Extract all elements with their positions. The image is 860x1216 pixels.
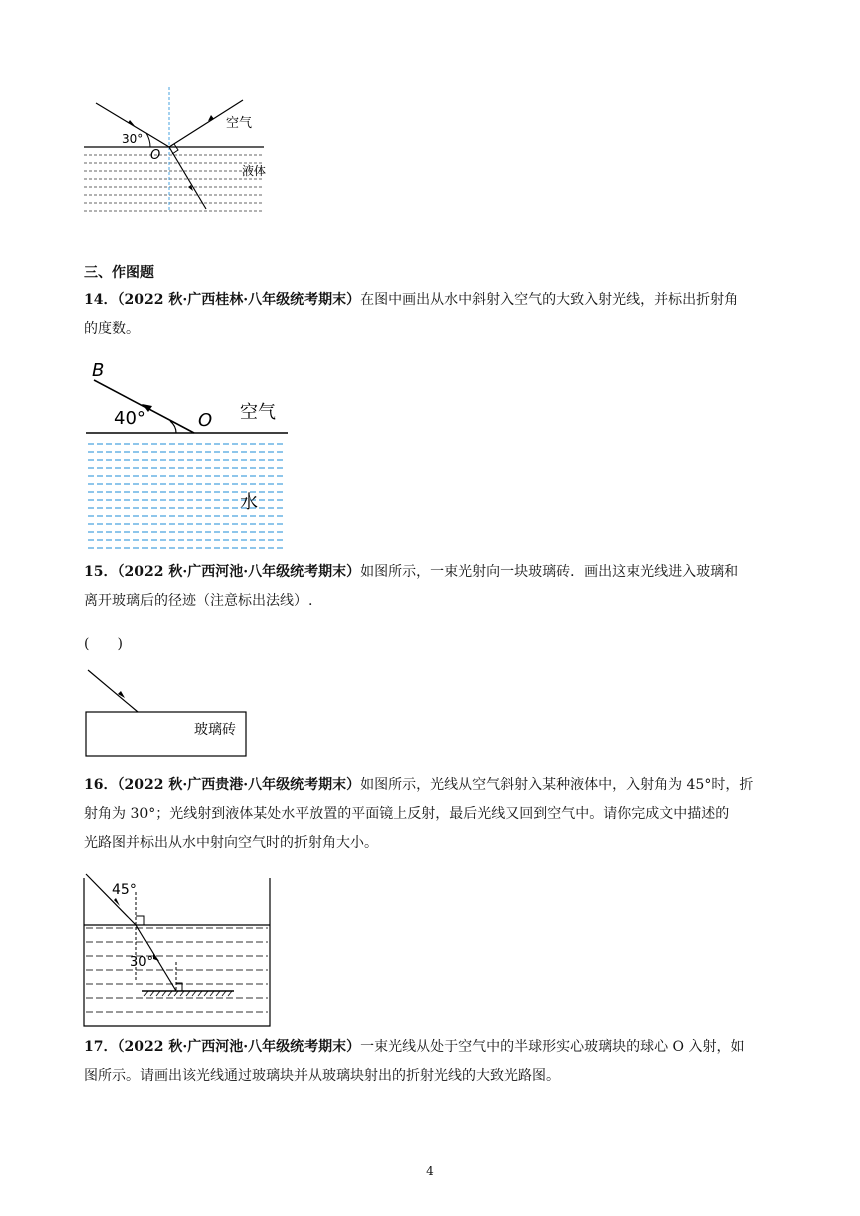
question-text: 如图所示，光线从空气斜射入某种液体中，入射角为 45°时，折 xyxy=(360,777,754,793)
figure-15 xyxy=(84,664,254,760)
fig14-o-label: O xyxy=(198,410,213,431)
figure-16 xyxy=(80,870,280,1030)
fig15-label: 玻璃砖 xyxy=(194,722,236,738)
fig14-b-label: B xyxy=(92,360,105,381)
fig16-angle2-label: 30° xyxy=(130,955,154,970)
fig13-point-label: O xyxy=(150,148,161,163)
section-heading: 三、作图题 xyxy=(84,265,154,281)
question-number: 14． xyxy=(84,292,118,308)
fig16-angle1-label: 45° xyxy=(112,882,137,898)
figure-13 xyxy=(80,85,280,215)
question-source: （2022 秋·广西桂林·八年级统考期末） xyxy=(117,292,361,308)
question-text-cont: 光路图并标出从水中射向空气时的折射角大小。 xyxy=(84,835,378,851)
question-source: （2022 秋·广西河池·八年级统考期末） xyxy=(117,564,361,580)
figure-14 xyxy=(84,352,294,552)
question-text-cont: 射角为 30°；光线射到液体某处水平放置的平面镜上反射，最后光线又回到空气中。请你完成文中描述的 xyxy=(84,806,730,822)
question-text-cont: 图所示。请画出该光线通过玻璃块并从玻璃块射出的折射光线的大致光路图。 xyxy=(84,1068,560,1084)
fig13-air-label: 空气 xyxy=(226,116,253,131)
fig13-liquid-label: 液体 xyxy=(242,164,267,178)
question-number: 17． xyxy=(84,1039,118,1055)
fig14-water-label: 水 xyxy=(240,492,258,513)
question-text: 在图中画出从水中斜射入空气的大致入射光线，并标出折射角 xyxy=(360,292,739,308)
question-text: 如图所示，一束光射向一块玻璃砖．画出这束光线进入玻璃和 xyxy=(360,564,739,580)
question-16 xyxy=(84,771,784,858)
page-number: 4 xyxy=(426,1164,434,1178)
question-number: 15． xyxy=(84,564,118,580)
fig14-air-label: 空气 xyxy=(240,402,276,423)
question-source: （2022 秋·广西河池·八年级统考期末） xyxy=(117,1039,361,1055)
question-17 xyxy=(84,1033,784,1091)
question-text-cont: 的度数。 xyxy=(84,321,140,337)
question-source: （2022 秋·广西贵港·八年级统考期末） xyxy=(117,777,361,793)
question-text-cont: 离开玻璃后的径迹（注意标出法线）. xyxy=(84,593,313,609)
fig14-angle-label: 40° xyxy=(114,408,146,429)
answer-parentheses: ( ) xyxy=(84,636,123,652)
question-14 xyxy=(84,286,784,344)
question-15 xyxy=(84,558,784,616)
question-number: 16． xyxy=(84,777,118,793)
question-text: 一束光线从处于空气中的半球形实心玻璃块的球心 O 入射，如 xyxy=(360,1039,745,1055)
fig13-angle-label: 30° xyxy=(122,132,144,146)
